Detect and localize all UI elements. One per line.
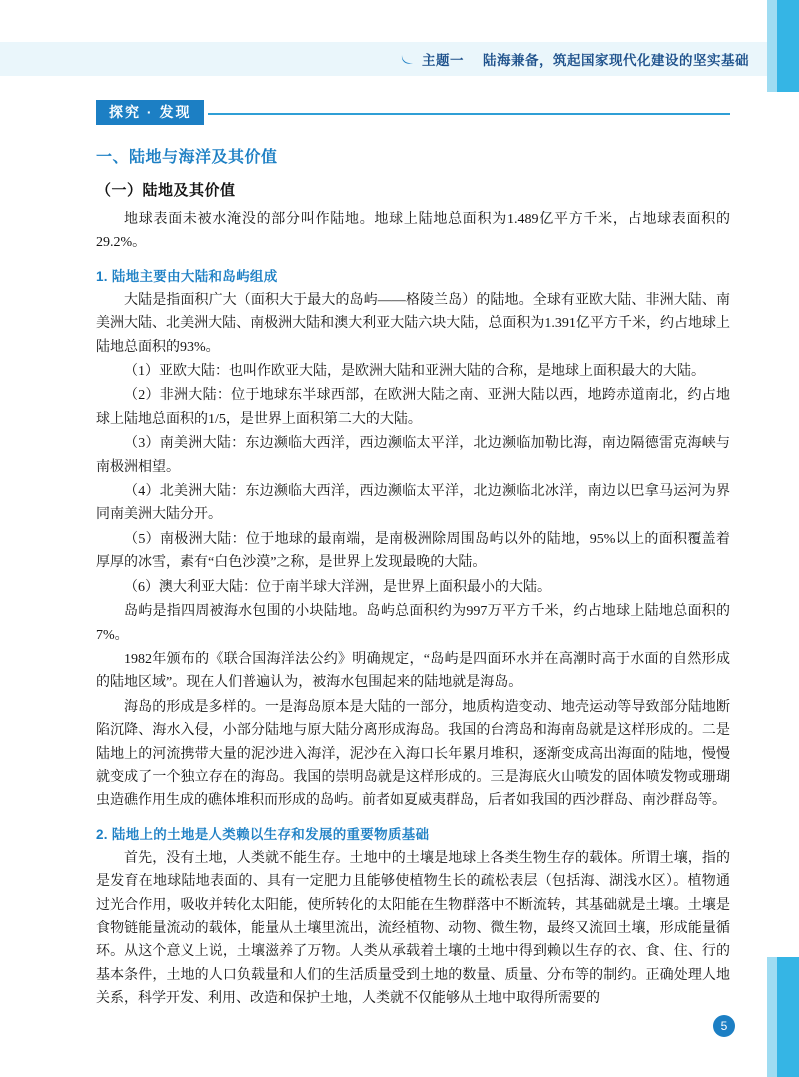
paragraph: （5）南极洲大陆：位于地球的最南端，是南极洲除周围岛屿以外的陆地，95%以上的面积覆盖着厚厚的冰雪，素有“白色沙漠”之称，是世界上发现最晚的大陆。 xyxy=(96,531,730,571)
paragraph: （6）澳大利亚大陆：位于南半球大洋洲，是世界上面积最小的大陆。 xyxy=(124,579,551,595)
page-content xyxy=(96,100,730,1012)
paragraph: （3）南美洲大陆：东边濒临大西洋，西边濒临太平洋，北边濒临加勒比海，南边隔德雷克海峡与南极洲相望。 xyxy=(96,436,730,475)
paragraph: 大陆是指面积广大（面积大于最大的岛屿——格陵兰岛）的陆地。全球有亚欧大陆、非洲大陆、南美洲大陆、北美洲大陆、南极洲大陆和澳大利亚大陆六块大陆，总面积为1.391亿平方千米，约占地球上陆地总面积的93%。 xyxy=(96,292,730,355)
heading-level-2: （一）陆地及其价值 xyxy=(96,182,236,199)
heading-level-3: 1. 陆地主要由大陆和岛屿组成 xyxy=(96,268,278,284)
paragraph: 海岛的形成是多样的。一是海岛原本是大陆的一部分，地质构造变动、地壳运动等导致部分陆地断陷沉降、海水入侵，小部分陆地与原大陆分离形成海岛。我国的台湾岛和海南岛就是这样形成的。二是陆地上的河流携带大量的泥沙进入海洋，泥沙在入海口长年累月堆积，逐渐变成高出海面的陆地，慢慢就变成了一个独立存在的海岛。我国的崇明岛就是这样形成的。三是海底火山喷发的固体喷发物或珊瑚虫造礁作用生成的礁体堆积而形成的岛屿。前者如夏威夷群岛，后者如我国的西沙群岛、南沙群岛等。 xyxy=(96,699,730,809)
paragraph: （4）北美洲大陆：东边濒临大西洋，西边濒临太平洋，北边濒临北冰洋，南边以巴拿马运河为界同南美洲大陆分开。 xyxy=(96,484,730,523)
header-topic-label: 主题一 xyxy=(422,53,464,68)
paragraph: （2）非洲大陆：位于地球东半球西部，在欧洲大陆之南、亚洲大陆以西，地跨赤道南北，约占地球上陆地总面积的1/5，是世界上面积第二大的大陆。 xyxy=(96,388,730,427)
heading-level-1: 一、陆地与海洋及其价值 xyxy=(96,149,278,166)
header-title: 陆海兼备，筑起国家现代化建设的坚实基础 xyxy=(483,53,749,68)
paragraph: （1）亚欧大陆：也叫作欧亚大陆，是欧洲大陆和亚洲大陆的合称，是地球上面积最大的大陆。 xyxy=(124,364,705,380)
page-header xyxy=(0,42,767,76)
paragraph: 地球表面未被水淹没的部分叫作陆地。地球上陆地总面积为1.489亿平方千米，占地球表面积的29.2%。 xyxy=(96,212,730,251)
section-tag-row xyxy=(96,100,730,128)
edge-decoration-bottom xyxy=(777,957,799,1077)
paragraph: 岛屿是指四周被海水包围的小块陆地。岛屿总面积约为997万平方千米，约占地球上陆地总面积的7%。 xyxy=(96,604,730,643)
edge-decoration-top-light xyxy=(767,0,777,92)
edge-decoration-top xyxy=(777,0,799,92)
page-number: 5 xyxy=(713,1015,735,1037)
paragraph: 1982年颁布的《联合国海洋法公约》明确规定，“岛屿是四面环水并在高潮时高于水面的自然形成的陆地区域”。现在人们普遍认为，被海水包围起来的陆地就是海岛。 xyxy=(96,651,730,691)
paragraph: 首先，没有土地，人类就不能生存。土地中的土壤是地球上各类生物生存的载体。所谓土壤，指的是发育在地球陆地表面的、具有一定肥力且能够使植物生长的疏松表层（包括海、湖浅水区）。植物通过光合作用，吸收并转化太阳能，使所转化的太阳能在生物群落中不断流转，其基础就是土壤。土壤是食物链能量流动的载体，能量从土壤里流出，流经植物、动物、微生物，最终又流回土壤，形成能量循环。从这个意义上说，土壤滋养了万物。人类从承载着土壤的土地中得到赖以生存的衣、食、住、行的基本条件，土地的人口负载量和人们的生活质量受到土地的数量、质量、分布等的制约。正确处理人地关系，科学开发、利用、改造和保护土地，人类就不仅能够从土地中取得所需要的 xyxy=(96,850,730,1007)
edge-decoration-bottom-light xyxy=(767,957,777,1077)
section-tag-rule xyxy=(208,113,730,115)
section-tag: 探究 · 发现 xyxy=(96,100,204,125)
header-content xyxy=(401,42,749,76)
swoosh-icon xyxy=(401,52,415,66)
heading-level-3: 2. 陆地上的土地是人类赖以生存和发展的重要物质基础 xyxy=(96,826,430,842)
